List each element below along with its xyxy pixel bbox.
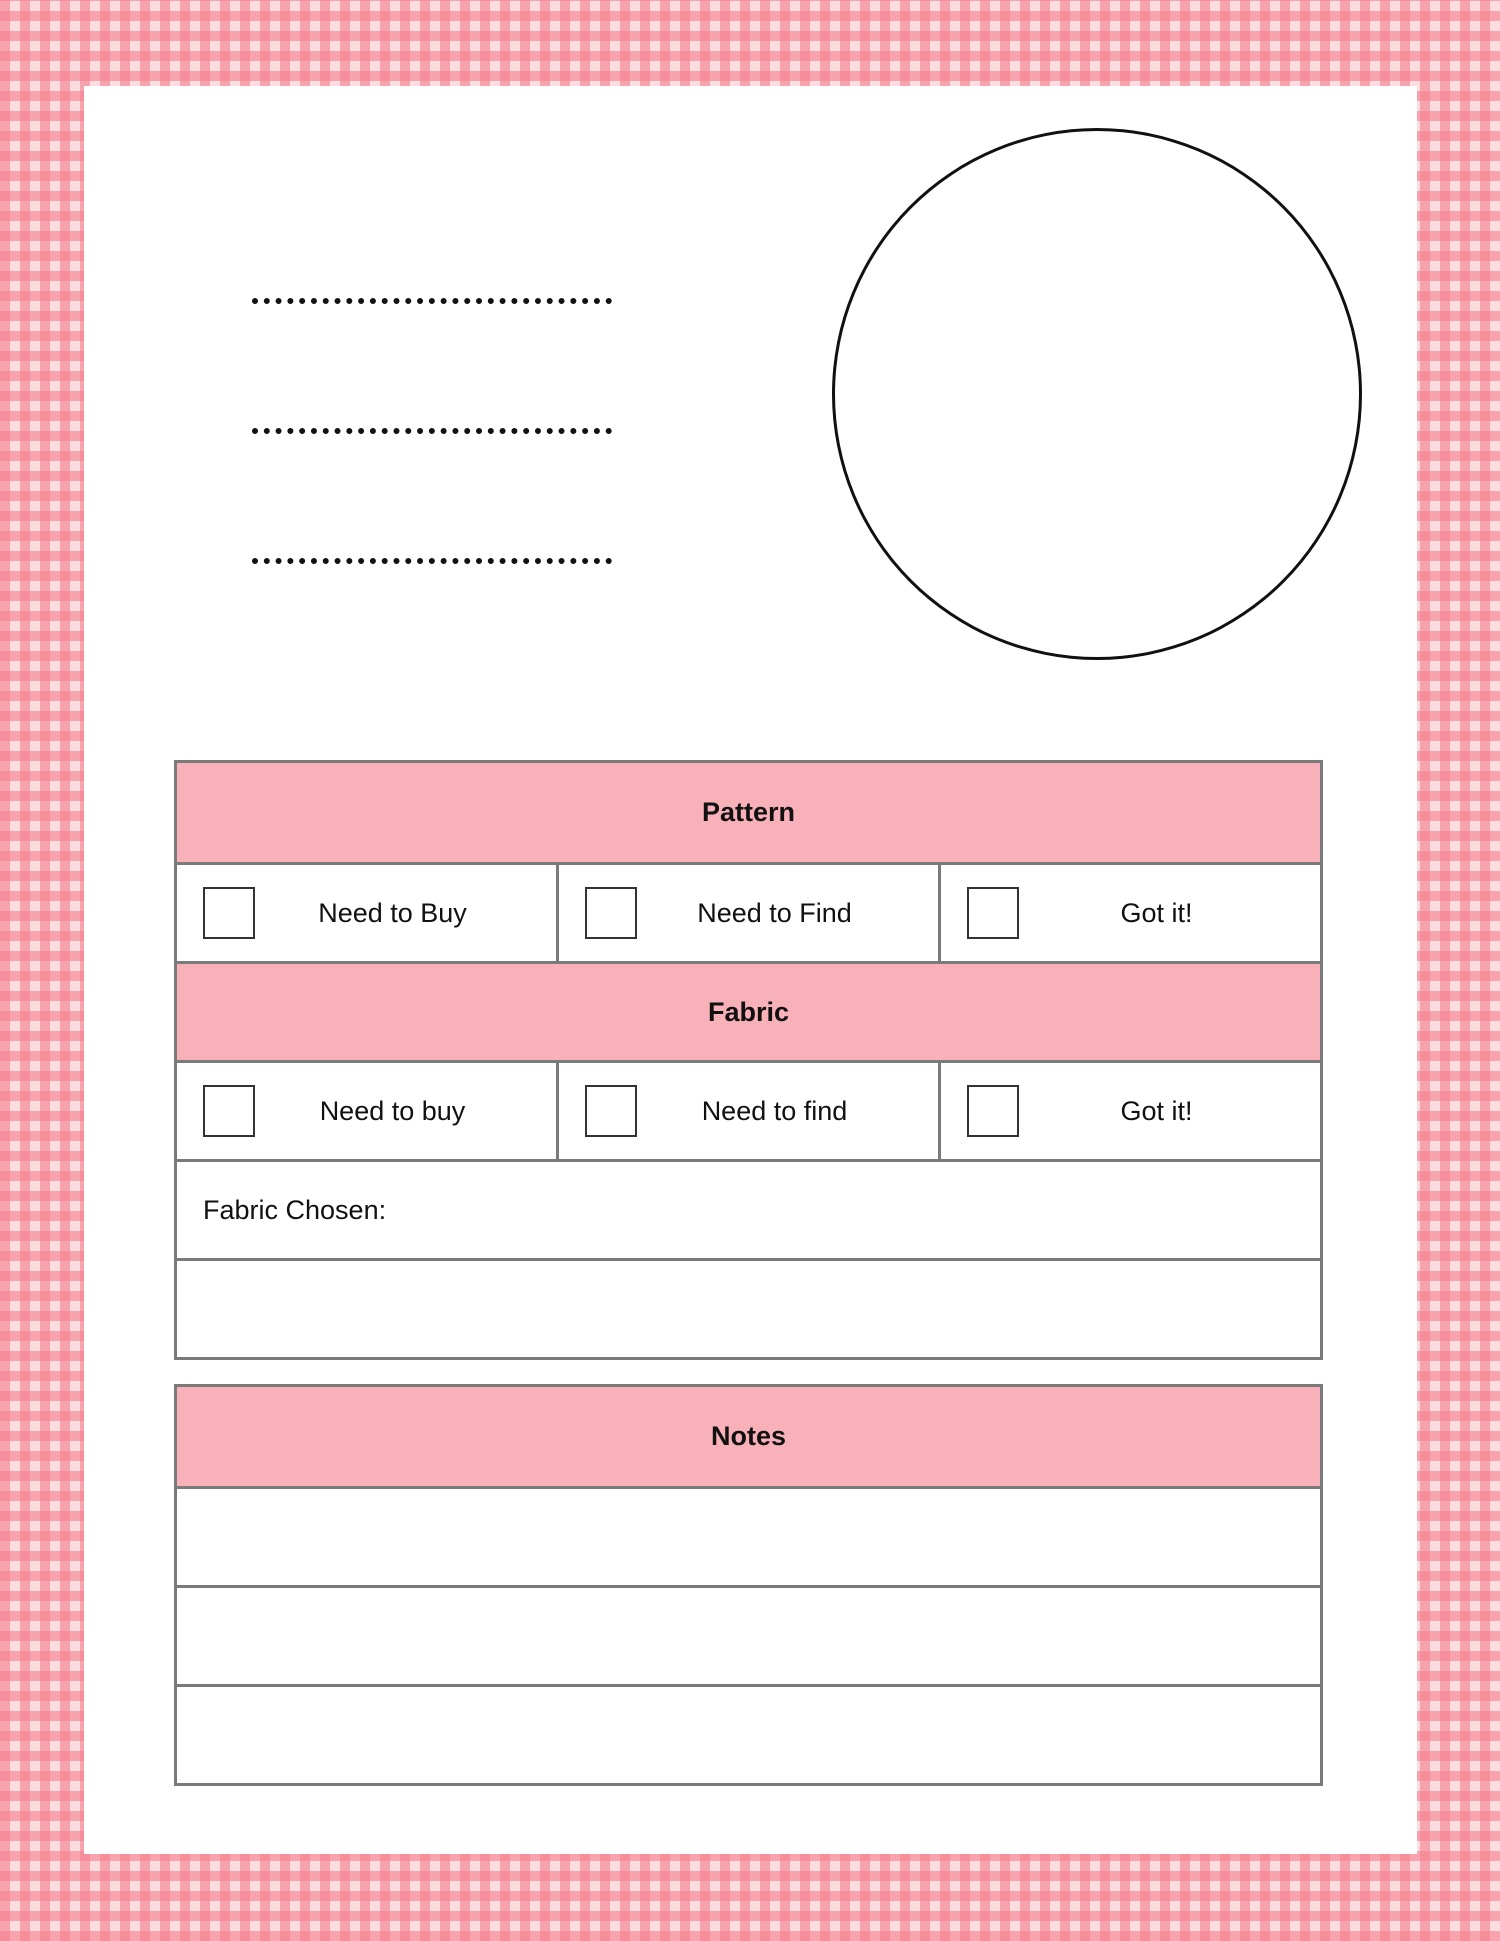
checkbox-icon[interactable] bbox=[585, 1085, 637, 1137]
pattern-option-need-to-find[interactable] bbox=[556, 865, 938, 961]
fabric-option-got-it[interactable] bbox=[938, 1063, 1320, 1159]
checkbox-icon[interactable] bbox=[203, 1085, 255, 1137]
fabric-option-need-to-find[interactable] bbox=[556, 1063, 938, 1159]
pattern-title: Pattern bbox=[701, 797, 796, 827]
title-line-1[interactable] bbox=[252, 278, 612, 304]
fabric-header bbox=[177, 961, 1320, 1060]
pattern-header bbox=[177, 763, 1320, 862]
notes-line[interactable] bbox=[177, 1486, 1320, 1585]
pattern-options-row bbox=[177, 862, 1320, 961]
title-line-3[interactable] bbox=[252, 538, 612, 564]
fabric-chosen-label: Fabric Chosen: bbox=[203, 1194, 387, 1225]
pattern-option-need-to-buy[interactable] bbox=[177, 865, 556, 961]
photo-circle-placeholder[interactable] bbox=[832, 128, 1362, 660]
fabric-title: Fabric bbox=[707, 996, 790, 1027]
checkbox-icon[interactable] bbox=[203, 887, 255, 939]
fabric-option-label: Need to find bbox=[701, 1095, 848, 1126]
pattern-option-label: Need to Find bbox=[697, 897, 852, 928]
fabric-chosen-blank-row[interactable] bbox=[177, 1258, 1320, 1357]
pattern-option-got-it[interactable] bbox=[938, 865, 1320, 961]
checkbox-icon[interactable] bbox=[585, 887, 637, 939]
fabric-chosen-row[interactable] bbox=[177, 1159, 1320, 1258]
notes-header bbox=[177, 1387, 1320, 1486]
notes-line[interactable] bbox=[177, 1684, 1320, 1783]
fabric-option-label: Got it! bbox=[1120, 1095, 1193, 1126]
fabric-option-need-to-buy[interactable] bbox=[177, 1063, 556, 1159]
fabric-option-label: Need to buy bbox=[319, 1095, 466, 1126]
checkbox-icon[interactable] bbox=[967, 1085, 1019, 1137]
notes-title: Notes bbox=[710, 1421, 786, 1451]
checkbox-icon[interactable] bbox=[967, 887, 1019, 939]
pattern-option-label: Need to Buy bbox=[318, 897, 467, 928]
fabric-options-row bbox=[177, 1060, 1320, 1159]
notes-table bbox=[174, 1384, 1323, 1786]
title-lines bbox=[252, 278, 612, 668]
pattern-fabric-table bbox=[174, 760, 1323, 1360]
pattern-option-label: Got it! bbox=[1120, 897, 1193, 928]
notes-line[interactable] bbox=[177, 1585, 1320, 1684]
title-line-2[interactable] bbox=[252, 408, 612, 434]
